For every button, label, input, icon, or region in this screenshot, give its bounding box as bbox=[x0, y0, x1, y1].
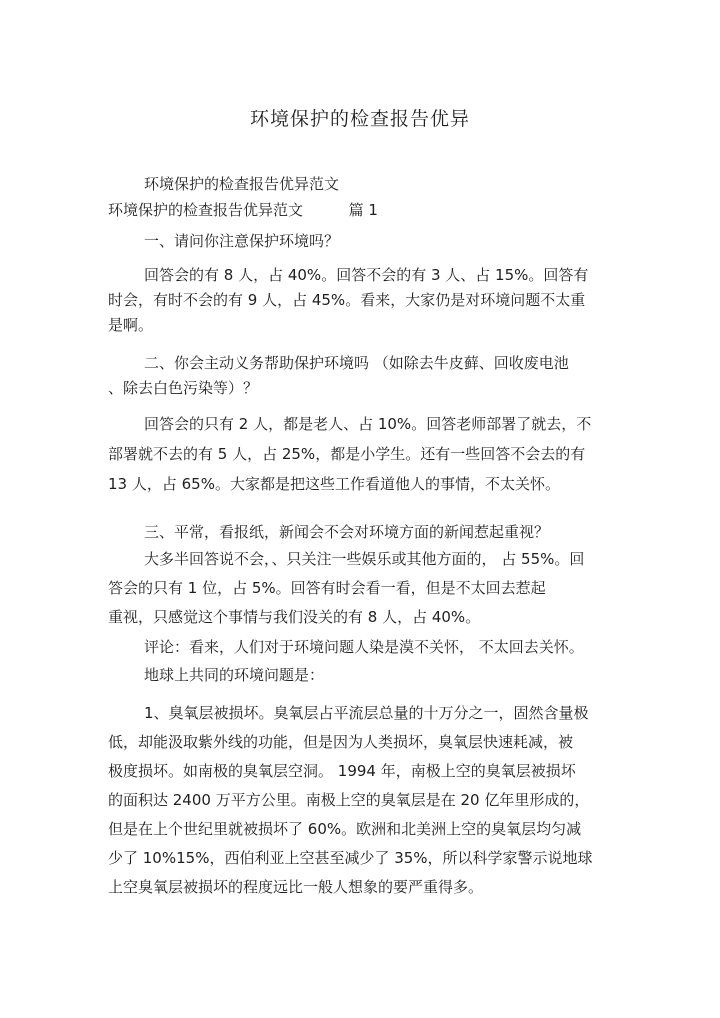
comment: 评论：看来，人们对于环境问题人染是漠不关怀， 不太回去关怀。 bbox=[144, 638, 584, 656]
answer-2-line: 13 人，占 65%。大家都是把这些工作看道他人的事情，不太关怀。 bbox=[108, 475, 560, 493]
answer-2-line: 回答会的只有 2 人，都是老人、占 10%。回答老师部署了就去，不 bbox=[144, 415, 592, 433]
answer-3-line: 重视，只感觉这个事情与我们没关的有 8 人，占 40%。 bbox=[108, 608, 481, 626]
subtitle: 环境保护的检查报告优异范文 bbox=[144, 175, 340, 193]
answer-2-line: 部署就不去的有 5 人，占 25%，都是小学生。还有一些回答不会去的有 bbox=[108, 445, 586, 463]
section-name: 环境保护的检查报告优异范文 bbox=[108, 201, 304, 219]
ozone-paragraph-line: 少了 10%15%，西伯利亚上空甚至减少了 35%，所以科学家警示说地球 bbox=[108, 849, 593, 867]
ozone-paragraph-line: 上空臭氧层被损坏的程度远比一般人想象的要严重得多。 bbox=[108, 878, 484, 896]
answer-1-line: 是啊。 bbox=[108, 316, 154, 334]
answer-1-line: 回答会的有 8 人，占 40%。回答不会的有 3 人、占 15%。回答有 bbox=[144, 266, 589, 284]
question-2-line: 、除去白色污染等）？ bbox=[108, 379, 259, 397]
ozone-paragraph-line: 极度损坏。如南极的臭氧层空洞。 1994 年，南极上空的臭氧层被损坏 bbox=[108, 762, 576, 780]
ozone-paragraph-line: 1、臭氧层被损坏。臭氧层占平流层总量的十万分之一，固然含量极 bbox=[144, 704, 589, 722]
ozone-paragraph-line: 但是在上个世纪里就被损坏了 60%。欧洲和北美洲上空的臭氧层均匀减 bbox=[108, 820, 582, 838]
section-label bbox=[108, 200, 378, 220]
answer-3-line: 答会的只有 1 位，占 5%。回答有时会看一看，但是不太回去惹起 bbox=[108, 579, 546, 597]
section-part: 篇 1 bbox=[348, 201, 378, 219]
question-2-line: 二、你会主动义务帮助保护环境吗 （如除去牛皮藓、回收废电池 bbox=[144, 354, 569, 372]
answer-3-line: 大多半回答说不会，、只关注一些娱乐或其他方面的， 占 55%。回 bbox=[144, 550, 585, 568]
answer-1-line: 时会，有时不会的有 9 人，占 45%。看来，大家仍是对环境问题不太重 bbox=[108, 291, 586, 309]
question-3: 三、平常，看报纸，新闻会不会对环境方面的新闻惹起重视？ bbox=[144, 523, 550, 541]
ozone-paragraph-line: 低，却能汲取紫外线的功能，但是因为人类损坏，臭氧层快速耗减，被 bbox=[108, 733, 574, 751]
ozone-paragraph-line: 的面积达 2400 万平方公里。南极上空的臭氧层是在 20 亿年里形成的， bbox=[108, 791, 590, 809]
issues-heading: 地球上共同的环境问题是： bbox=[144, 666, 325, 684]
document-title: 环境保护的检查报告优异 bbox=[249, 108, 470, 130]
question-1: 一、请问你注意保护环境吗？ bbox=[144, 232, 340, 250]
